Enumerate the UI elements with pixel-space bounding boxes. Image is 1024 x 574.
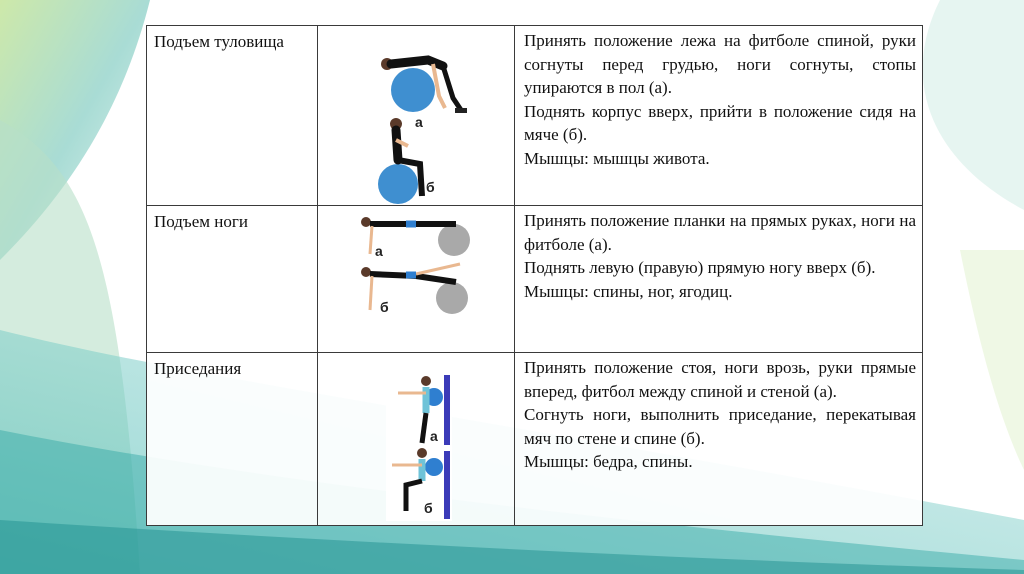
label-b: б: [424, 500, 433, 516]
exercise-illustration: [318, 26, 514, 205]
label-b: б: [426, 179, 435, 195]
label-a: а: [375, 243, 383, 259]
exercise-description: [515, 26, 922, 170]
description-cell: [515, 206, 923, 353]
exercise-illustration: [318, 353, 514, 525]
label-a: а: [430, 428, 438, 444]
description-muscles: Мышцы: спины, ног, ягодиц.: [524, 281, 733, 301]
leg-raise-figure: [356, 260, 478, 318]
description-muscles: Мышцы: бедра, спины.: [524, 452, 693, 471]
exercise-description: [515, 206, 922, 303]
description-step: Поднять левую (правую) прямую ногу вверх (б).: [524, 258, 876, 277]
table-row: [147, 206, 923, 353]
illustration-cell: [318, 26, 515, 206]
illustration-cell: [318, 353, 515, 526]
exercise-description: [515, 353, 922, 474]
description-cell: [515, 26, 923, 206]
exercise-illustration: [318, 206, 514, 352]
exercise-name-cell: [147, 206, 318, 353]
sitting-on-ball-figure: [376, 116, 446, 206]
description-muscles: Мышцы: мышцы живота.: [524, 148, 710, 168]
description-step: Принять положение планки на прямых руках, ноги на фитболе (а).: [524, 211, 916, 254]
description-cell: [515, 353, 923, 526]
label-a: а: [415, 114, 423, 130]
table-row: [147, 353, 923, 526]
exercise-name-cell: [147, 353, 318, 526]
exercise-table: [146, 25, 923, 526]
label-b: б: [380, 299, 389, 315]
illustration-cell: [318, 206, 515, 353]
exercise-name: Приседания: [154, 359, 242, 378]
description-step: Поднять корпус вверх, прийти в положение сидя на мяче (б).: [524, 101, 916, 144]
description-step: Принять положение лежа на фитболе спиной, руки согнуты перед грудью, ноги согнуты, стопы упираются в пол (а).: [524, 31, 916, 97]
lying-on-ball-figure: [373, 48, 473, 120]
wall-squat-figure: [386, 373, 452, 521]
exercise-name-cell: [147, 26, 318, 206]
exercise-table-wrapper: [146, 25, 922, 525]
description-step: Согнуть ноги, выполнить приседание, перекатывая мяч по стене и спине (б).: [524, 405, 916, 448]
table-row: [147, 26, 923, 206]
exercise-name: Подъем туловища: [154, 32, 284, 51]
exercise-name: Подъем ноги: [154, 212, 248, 231]
description-step: Принять положение стоя, ноги врозь, руки прямые вперед, фитбол между спиной и стеной (а).: [524, 358, 916, 401]
